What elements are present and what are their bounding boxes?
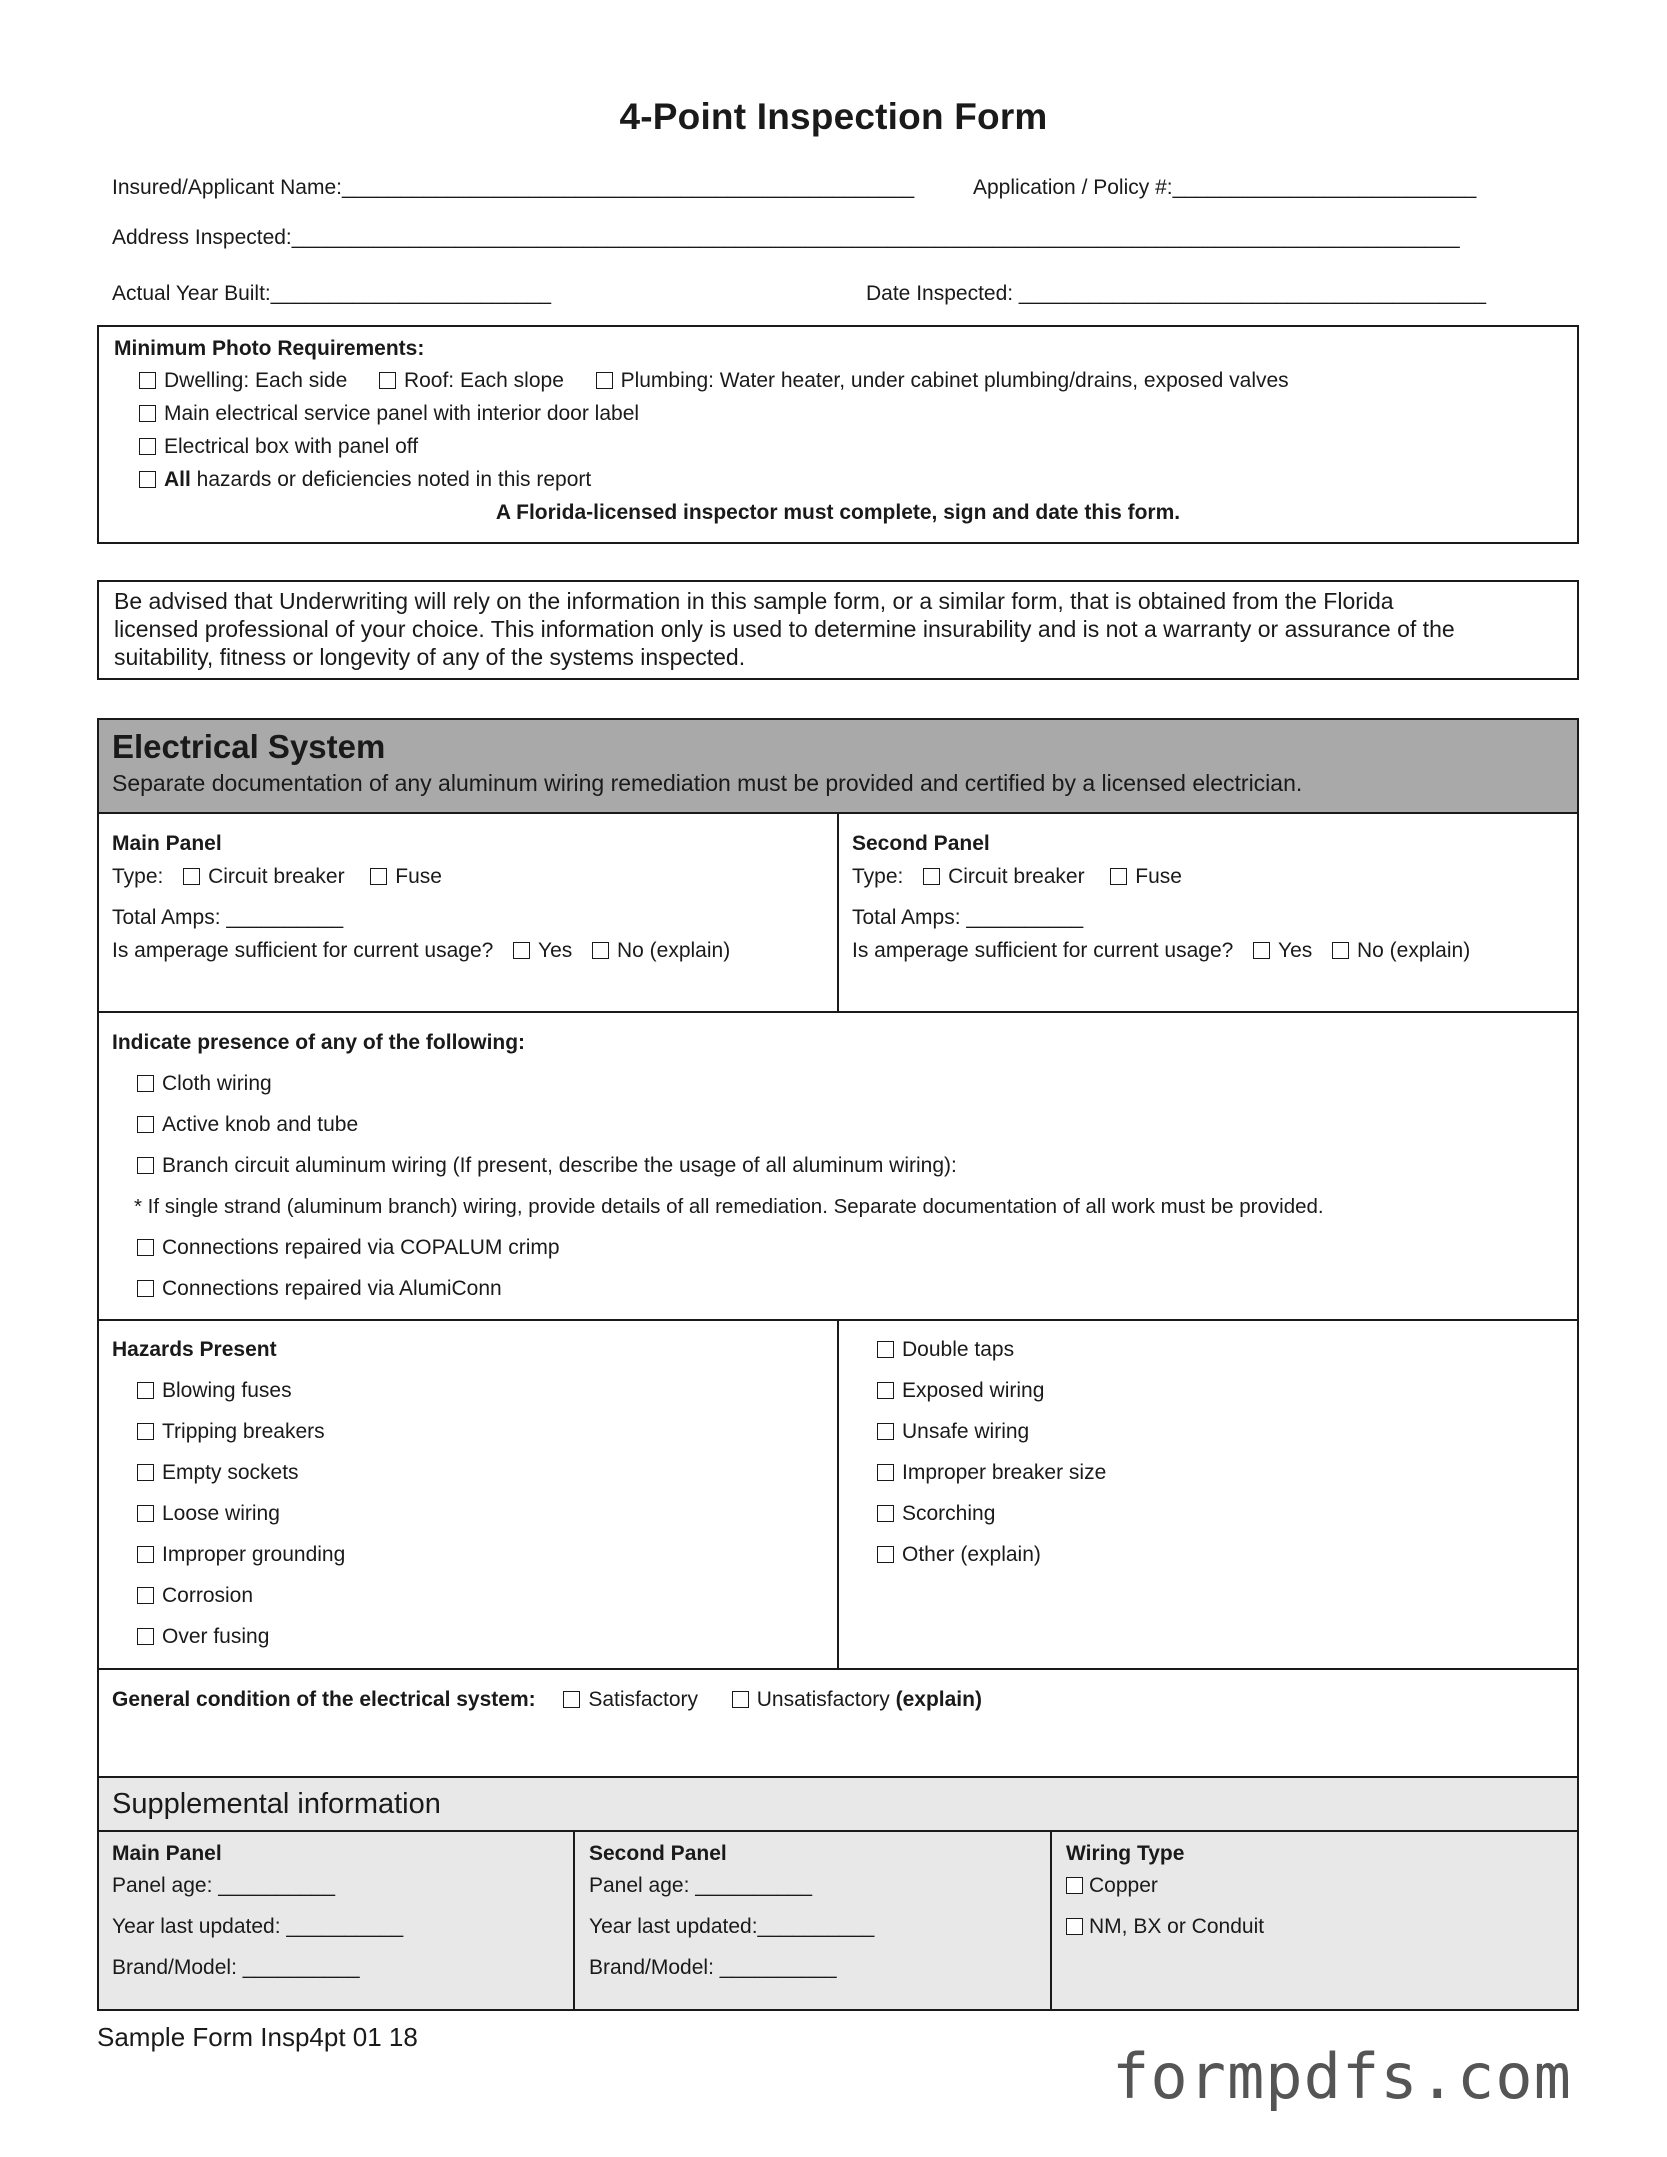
year-built-field[interactable]: Actual Year Built:________________________ — [112, 282, 552, 305]
form-id-footer: Sample Form Insp4pt 01 18 — [97, 2022, 418, 2052]
hazard-checkbox[interactable] — [137, 1382, 154, 1399]
satisfactory-checkbox[interactable] — [563, 1691, 580, 1708]
supp-divider — [1050, 1830, 1052, 2011]
photo-requirements-box — [97, 325, 1579, 544]
left-hazard-row — [137, 1420, 325, 1444]
main-amperage-yes-label: Yes — [538, 939, 573, 962]
second-amperage-no-label: No (explain) — [1356, 939, 1471, 962]
supplemental-title: Supplemental information — [112, 1788, 441, 1820]
right-hazard-row — [877, 1502, 995, 1526]
hazards-divider — [837, 1319, 839, 1669]
hazard-label: Tripping breakers — [162, 1420, 325, 1443]
address-field[interactable]: Address Inspected:____________________________________________________________________________________________________ — [112, 226, 1460, 249]
knob-tube-checkbox[interactable] — [137, 1116, 154, 1133]
main-fuse-checkbox[interactable] — [370, 868, 387, 885]
supp-main-heading: Main Panel — [112, 1842, 222, 1865]
page-title: 4-Point Inspection Form — [619, 96, 1048, 137]
hazard-checkbox[interactable] — [137, 1505, 154, 1522]
photo-req-row-2 — [139, 402, 639, 426]
advisory-line-1: Be advised that Underwriting will rely on the information in this sample form, or a similar form, that is obtained from the Florida — [114, 588, 1394, 614]
roof-label: Roof: Each slope — [403, 369, 564, 392]
copalum-label: Connections repaired via COPALUM crimp — [162, 1236, 560, 1259]
supp-second-heading: Second Panel — [589, 1842, 727, 1865]
hazard-checkbox[interactable] — [137, 1628, 154, 1645]
electrical-subtitle: Separate documentation of any aluminum wiring remediation must be provided and certified by a licensed electrician. — [112, 770, 1303, 796]
divider — [99, 1776, 1577, 1778]
hazard-checkbox[interactable] — [137, 1587, 154, 1604]
left-hazard-row — [137, 1502, 280, 1526]
second-fuse-label: Fuse — [1135, 865, 1182, 888]
right-hazard-row — [877, 1420, 1029, 1444]
alumiconn-checkbox[interactable] — [137, 1280, 154, 1297]
main-panel-photo-label: Main electrical service panel with interior door label — [164, 402, 640, 425]
satisfactory-label: Satisfactory — [588, 1688, 699, 1711]
hazard-label: Blowing fuses — [162, 1379, 292, 1402]
elec-box-photo-checkbox[interactable] — [139, 438, 156, 455]
hazard-label: Other (explain) — [902, 1543, 1041, 1566]
second-circuit-breaker-label: Circuit breaker — [948, 865, 1085, 888]
main-amperage-yes-checkbox[interactable] — [513, 942, 530, 959]
copper-label: Copper — [1089, 1874, 1158, 1897]
second-panel-type-row — [852, 865, 1182, 889]
hazards-photo-label: hazards or deficiencies noted in this report — [190, 468, 592, 491]
knob-tube-label: Active knob and tube — [162, 1113, 359, 1136]
second-panel-age-field[interactable]: Panel age: __________ — [589, 1874, 813, 1897]
photo-req-row-3 — [139, 435, 418, 459]
main-amperage-no-checkbox[interactable] — [592, 942, 609, 959]
copalum-row — [137, 1236, 560, 1260]
branch-aluminum-row — [137, 1154, 957, 1178]
right-hazard-row — [877, 1338, 1014, 1362]
main-panel-age-field[interactable]: Panel age: __________ — [112, 1874, 336, 1897]
hazard-label: Exposed wiring — [902, 1379, 1045, 1402]
hazard-label: Scorching — [902, 1502, 996, 1525]
copper-checkbox[interactable] — [1066, 1877, 1083, 1894]
single-strand-note: * If single strand (aluminum branch) wiring, provide details of all remediation. Separate documentation of all work must be provided. — [134, 1195, 1324, 1218]
main-total-amps-field[interactable]: Total Amps: __________ — [112, 906, 344, 929]
photo-req-row-1 — [139, 369, 1289, 393]
second-amperage-no-checkbox[interactable] — [1332, 942, 1349, 959]
photo-req-row-4 — [139, 468, 591, 492]
second-amperage-question: Is amperage sufficient for current usage? — [852, 939, 1234, 962]
electrical-title: Electrical System — [112, 728, 386, 765]
unsatisfactory-label: Unsatisfactory — [756, 1688, 890, 1711]
main-panel-photo-checkbox[interactable] — [139, 405, 156, 422]
left-hazard-row — [137, 1461, 299, 1485]
alumiconn-row — [137, 1277, 502, 1301]
main-amperage-question: Is amperage sufficient for current usage? — [112, 939, 494, 962]
nm-bx-label: NM, BX or Conduit — [1089, 1915, 1265, 1938]
advisory-box — [97, 580, 1579, 680]
right-hazard-row — [877, 1379, 1044, 1403]
main-panel-heading: Main Panel — [112, 832, 222, 855]
inspector-notice: A Florida-licensed inspector must complete, sign and date this form. — [495, 501, 1181, 524]
general-condition-row — [112, 1688, 982, 1712]
main-brand-model-field[interactable]: Brand/Model: __________ — [112, 1956, 360, 1979]
copper-row — [1066, 1874, 1158, 1898]
second-brand-model-field[interactable]: Brand/Model: __________ — [589, 1956, 837, 1979]
nm-bx-checkbox[interactable] — [1066, 1918, 1083, 1935]
watermark-logo: formpdfs.com — [1112, 2040, 1572, 2113]
left-hazard-row — [137, 1584, 253, 1608]
cloth-wiring-row — [137, 1072, 272, 1096]
hazard-checkbox[interactable] — [137, 1423, 154, 1440]
copalum-checkbox[interactable] — [137, 1239, 154, 1256]
main-year-updated-field[interactable]: Year last updated: __________ — [112, 1915, 404, 1938]
main-fuse-label: Fuse — [395, 865, 442, 888]
hazards-heading: Hazards Present — [112, 1338, 277, 1361]
hazard-checkbox[interactable] — [877, 1341, 894, 1358]
left-hazard-row — [137, 1625, 269, 1649]
second-year-updated-field[interactable]: Year last updated:__________ — [589, 1915, 875, 1938]
main-panel-type-row — [112, 865, 442, 889]
second-amperage-row — [852, 939, 1470, 963]
hazard-checkbox[interactable] — [137, 1464, 154, 1481]
branch-aluminum-label: Branch circuit aluminum wiring (If present, describe the usage of all aluminum wiring): — [162, 1154, 957, 1177]
second-total-amps-field[interactable]: Total Amps: __________ — [852, 906, 1084, 929]
all-label: All — [164, 468, 191, 491]
main-circuit-breaker-label: Circuit breaker — [208, 865, 345, 888]
hazard-checkbox[interactable] — [877, 1382, 894, 1399]
divider — [99, 1668, 1577, 1670]
explain-label: (explain) — [895, 1688, 982, 1711]
hazards-photo-checkbox[interactable] — [139, 471, 156, 488]
main-amperage-row — [112, 939, 730, 963]
advisory-line-3: suitability, fitness or longevity of any of the systems inspected. — [114, 644, 746, 670]
right-hazard-row — [877, 1543, 1041, 1567]
photo-requirements-heading: Minimum Photo Requirements: — [114, 337, 425, 360]
cloth-wiring-checkbox[interactable] — [137, 1075, 154, 1092]
main-amperage-no-label: No (explain) — [616, 939, 731, 962]
second-panel-type-label: Type: — [852, 865, 904, 888]
panel-divider — [837, 812, 839, 1012]
applicant-name-field[interactable]: Insured/Applicant Name:_________________________________________________ — [112, 176, 915, 199]
second-panel-heading: Second Panel — [852, 832, 990, 855]
elec-box-photo-label: Electrical box with panel off — [164, 435, 419, 458]
main-panel-type-label: Type: — [112, 865, 164, 888]
second-amperage-yes-checkbox[interactable] — [1253, 942, 1270, 959]
date-inspected-field[interactable]: Date Inspected: ________________________________________ — [866, 282, 1487, 305]
second-fuse-checkbox[interactable] — [1110, 868, 1127, 885]
dwelling-label: Dwelling: Each side — [164, 369, 348, 392]
wiring-type-heading: Wiring Type — [1066, 1842, 1185, 1865]
hazard-checkbox[interactable] — [137, 1546, 154, 1563]
main-circuit-breaker-checkbox[interactable] — [183, 868, 200, 885]
cloth-wiring-label: Cloth wiring — [162, 1072, 272, 1095]
roof-checkbox[interactable] — [379, 372, 396, 389]
electrical-header — [99, 720, 1577, 814]
electrical-system-section — [97, 718, 1579, 2011]
presence-heading: Indicate presence of any of the following: — [112, 1031, 526, 1054]
left-hazard-row — [137, 1379, 292, 1403]
divider — [99, 1830, 1577, 1832]
hazard-label: Empty sockets — [162, 1461, 299, 1484]
knob-tube-row — [137, 1113, 358, 1137]
hazard-checkbox[interactable] — [877, 1464, 894, 1481]
alumiconn-label: Connections repaired via AlumiConn — [162, 1277, 502, 1300]
nm-bx-row — [1066, 1915, 1264, 1939]
branch-aluminum-checkbox[interactable] — [137, 1157, 154, 1174]
hazard-label: Improper breaker size — [902, 1461, 1107, 1484]
hazard-label: Double taps — [902, 1338, 1015, 1361]
advisory-line-2: licensed professional of your choice. This information only is used to determine insurability and is not a warranty or assurance of the — [114, 616, 1455, 642]
hazard-label: Over fusing — [162, 1625, 270, 1648]
general-condition-label: General condition of the electrical system: — [112, 1688, 536, 1711]
hazard-checkbox[interactable] — [877, 1546, 894, 1563]
policy-number-field[interactable]: Application / Policy #:__________________________ — [973, 176, 1477, 199]
plumbing-label: Plumbing: Water heater, under cabinet plumbing/drains, exposed valves — [620, 369, 1289, 392]
unsatisfactory-checkbox[interactable] — [732, 1691, 749, 1708]
second-circuit-breaker-checkbox[interactable] — [923, 868, 940, 885]
second-amperage-yes-label: Yes — [1278, 939, 1313, 962]
hazard-checkbox[interactable] — [877, 1505, 894, 1522]
right-hazard-row — [877, 1461, 1106, 1485]
hazard-label: Corrosion — [162, 1584, 254, 1607]
hazard-label: Improper grounding — [162, 1543, 346, 1566]
left-hazard-row — [137, 1543, 345, 1567]
hazard-label: Unsafe wiring — [902, 1420, 1030, 1443]
supp-divider — [573, 1830, 575, 2011]
dwelling-checkbox[interactable] — [139, 372, 156, 389]
divider — [99, 1011, 1577, 1013]
plumbing-checkbox[interactable] — [596, 372, 613, 389]
hazard-label: Loose wiring — [162, 1502, 280, 1525]
hazard-checkbox[interactable] — [877, 1423, 894, 1440]
